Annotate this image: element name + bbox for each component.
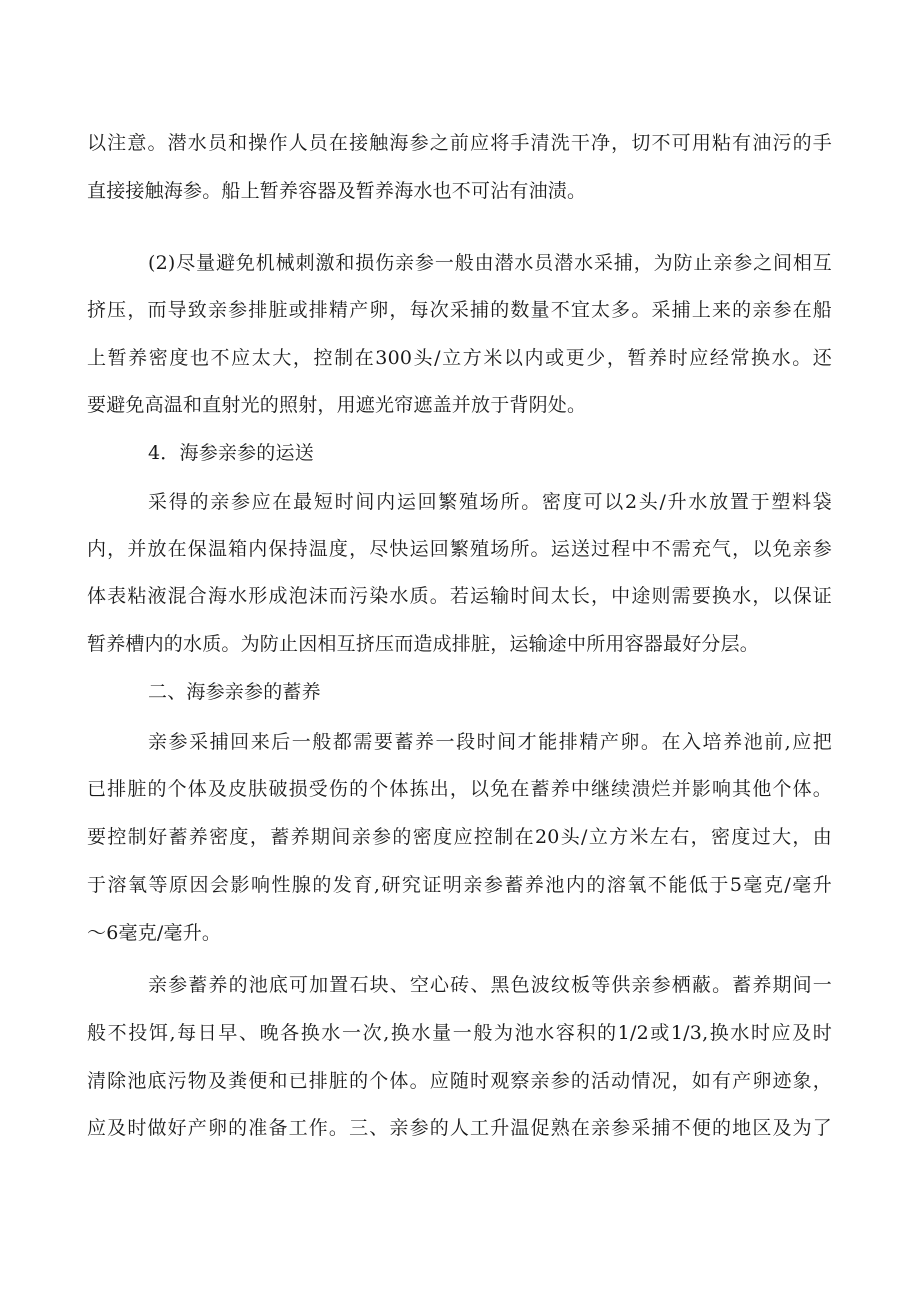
paragraph-5-line-2: 般不投饵,每日早、晚各换水一次,换水量一般为池水容积的1/2或1/3,换水时应及时: [87, 1022, 832, 1044]
paragraph-5-line-1: 亲参蓄养的池底可加置石块、空心砖、黑色波纹板等供亲参栖蔽。蓄养期间一: [148, 974, 832, 996]
paragraph-3-line-4: 暂养槽内的水质。为防止因相互挤压而造成排脏，运输途中所用容器最好分层。: [87, 633, 760, 655]
paragraph-4-line-1: 亲参采捕回来后一般都需要蓄养一段时间才能排精产卵。在入培养池前,应把: [148, 731, 832, 753]
paragraph-2-line-3: 上暂养密度也不应太大，控制在300头/立方米以内或更少，暂养时应经常换水。还: [87, 347, 832, 369]
paragraph-3-line-1: 采得的亲参应在最短时间内运回繁殖场所。密度可以2头/升水放置于塑料袋: [148, 491, 832, 513]
paragraph-1-line-1: 以注意。潜水员和操作人员在接触海参之前应将手清洗干净，切不可用粘有油污的手: [87, 132, 832, 154]
paragraph-2-line-2: 挤压，而导致亲参排脏或排精产卵，每次采捕的数量不宜太多。采捕上来的亲参在船: [87, 299, 832, 321]
section-heading-transport: 4．海参亲参的运送: [148, 442, 314, 464]
paragraph-2-line-1: (2)尽量避免机械刺激和损伤亲参一般由潜水员潜水采捕，为防止亲参之间相互: [148, 252, 832, 274]
paragraph-4-line-4: 于溶氧等原因会影响性腺的发育,研究证明亲参蓄养池内的溶氧不能低于5毫克/毫升: [87, 874, 832, 896]
paragraph-5-line-3: 清除池底污物及粪便和已排脏的个体。应随时观察亲参的活动情况，如有产卵迹象，: [87, 1070, 832, 1092]
paragraph-1-line-2: 直接接触海参。船上暂养容器及暂养海水也不可沾有油渍。: [87, 180, 587, 202]
paragraph-5-line-4: 应及时做好产卵的准备工作。三、亲参的人工升温促熟在亲参采捕不便的地区及为了: [87, 1117, 832, 1139]
paragraph-3-line-2: 内，并放在保温箱内保持温度，尽快运回繁殖场所。运送过程中不需充气，以免亲参: [87, 538, 832, 560]
section-heading-rearing: 二、海参亲参的蓄养: [148, 681, 321, 703]
paragraph-4-line-3: 要控制好蓄养密度，蓄养期间亲参的密度应控制在20头/立方米左右，密度过大，由: [87, 826, 832, 848]
paragraph-4-line-5: ～6毫克/毫升。: [87, 922, 222, 944]
paragraph-2-line-4: 要避免高温和直射光的照射，用遮光帘遮盖并放于背阴处。: [87, 394, 587, 416]
paragraph-3-line-3: 体表粘液混合海水形成泡沫而污染水质。若运输时间太长，中途则需要换水，以保证: [87, 585, 832, 607]
paragraph-4-line-2: 已排脏的个体及皮肤破损受伤的个体拣出，以免在蓄养中继续溃烂并影响其他个体。: [87, 778, 832, 800]
